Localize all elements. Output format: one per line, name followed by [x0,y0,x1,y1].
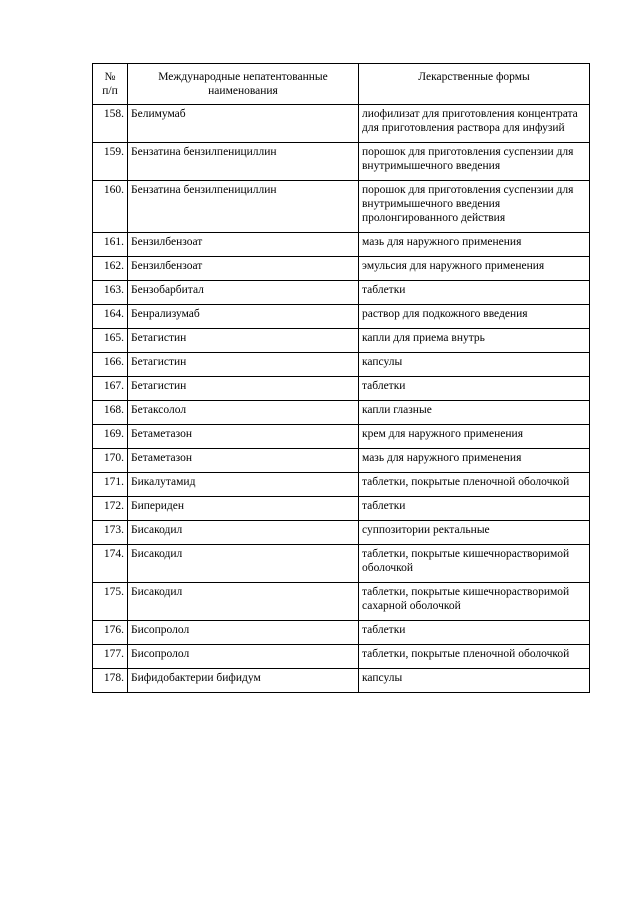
drug-name: Бисопролол [128,621,359,645]
dosage-form: таблетки, покрытые кишечнорастворимой сахарной оболочкой [359,583,590,621]
row-number: 160. [93,181,128,233]
dosage-form: порошок для приготовления суспензии для внутримышечного введения пролонгированного действия [359,181,590,233]
table-row [93,473,590,497]
row-number: 173. [93,521,128,545]
row-number: 176. [93,621,128,645]
dosage-form: капсулы [359,669,590,693]
row-number: 166. [93,353,128,377]
dosage-form: мазь для наружного применения [359,449,590,473]
drug-name: Бифидобактерии бифидум [128,669,359,693]
dosage-form: крем для наружного применения [359,425,590,449]
dosage-form: эмульсия для наружного применения [359,257,590,281]
table-row [93,583,590,621]
dosage-form: таблетки [359,621,590,645]
drug-name: Бензатина бензилпенициллин [128,143,359,181]
dosage-form: порошок для приготовления суспензии для внутримышечного введения [359,143,590,181]
row-number: 171. [93,473,128,497]
drug-name: Бисакодил [128,583,359,621]
dosage-form: капли глазные [359,401,590,425]
dosage-form: лиофилизат для приготовления концентрата для приготовления раствора для инфузий [359,105,590,143]
row-number: 164. [93,305,128,329]
drug-name: Бетаметазон [128,449,359,473]
row-number: 177. [93,645,128,669]
drug-name: Бисакодил [128,545,359,583]
row-number: 170. [93,449,128,473]
drug-name: Бипериден [128,497,359,521]
drug-name: Белимумаб [128,105,359,143]
table-row [93,377,590,401]
dosage-form: таблетки [359,497,590,521]
table-row [93,143,590,181]
row-number: 163. [93,281,128,305]
table-row [93,621,590,645]
table-row [93,425,590,449]
drug-name: Бензилбензоат [128,233,359,257]
table-row [93,105,590,143]
header-name: Международные непатентованные наименования [128,64,359,105]
table-row [93,353,590,377]
row-number: 168. [93,401,128,425]
dosage-form: таблетки, покрытые пленочной оболочкой [359,645,590,669]
dosage-form: таблетки [359,281,590,305]
dosage-form: капли для приема внутрь [359,329,590,353]
drug-name: Бенрализумаб [128,305,359,329]
row-number: 167. [93,377,128,401]
row-number: 172. [93,497,128,521]
drug-name: Бисопролол [128,645,359,669]
table-row [93,281,590,305]
drug-name: Бетаметазон [128,425,359,449]
table-row [93,521,590,545]
row-number: 175. [93,583,128,621]
row-number: 169. [93,425,128,449]
drug-name: Бензилбензоат [128,257,359,281]
drug-name: Бетагистин [128,353,359,377]
table-row [93,329,590,353]
row-number: 178. [93,669,128,693]
drug-name: Бетаксолол [128,401,359,425]
dosage-form: таблетки, покрытые кишечнорастворимой оболочкой [359,545,590,583]
dosage-form: раствор для подкожного введения [359,305,590,329]
dosage-form: таблетки [359,377,590,401]
dosage-form: суппозитории ректальные [359,521,590,545]
table-row [93,545,590,583]
table-row [93,257,590,281]
dosage-form: мазь для наружного применения [359,233,590,257]
drug-name: Бензобарбитал [128,281,359,305]
row-number: 161. [93,233,128,257]
header-num: № п/п [93,64,128,105]
table-row [93,449,590,473]
drug-table [92,63,590,693]
drug-name: Бисакодил [128,521,359,545]
dosage-form: капсулы [359,353,590,377]
row-number: 159. [93,143,128,181]
drug-name: Бетагистин [128,329,359,353]
row-number: 158. [93,105,128,143]
drug-name: Бетагистин [128,377,359,401]
table-row [93,233,590,257]
table-row [93,305,590,329]
row-number: 174. [93,545,128,583]
table-body [93,105,590,693]
table-row [93,669,590,693]
table-row [93,497,590,521]
table-row [93,181,590,233]
drug-name: Бензатина бензилпенициллин [128,181,359,233]
table-row [93,645,590,669]
header-form: Лекарственные формы [359,64,590,105]
drug-name: Бикалутамид [128,473,359,497]
dosage-form: таблетки, покрытые пленочной оболочкой [359,473,590,497]
row-number: 165. [93,329,128,353]
table-row [93,401,590,425]
row-number: 162. [93,257,128,281]
table-header-row [93,64,590,105]
